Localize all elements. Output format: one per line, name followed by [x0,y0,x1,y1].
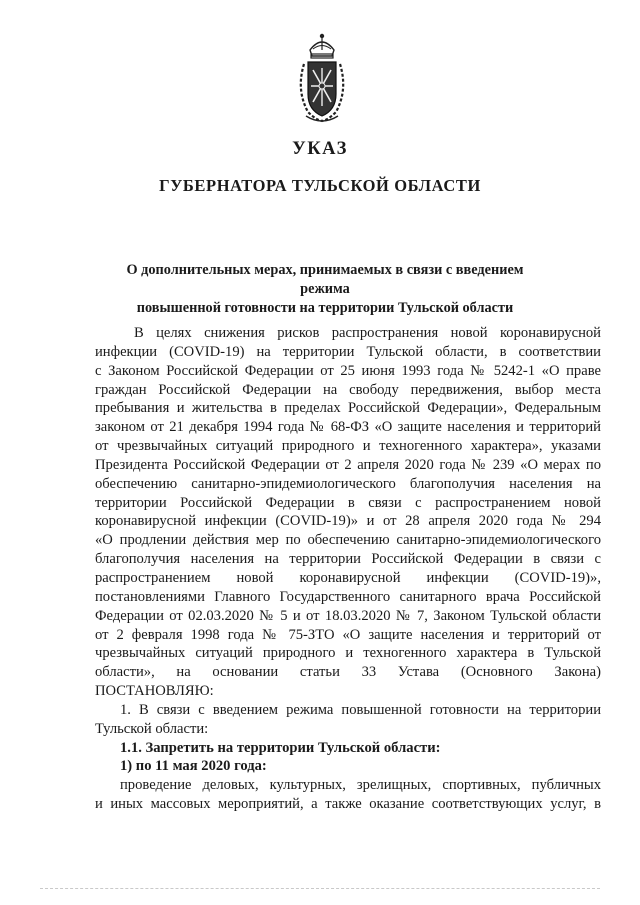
body-line: обеспечению санитарно-эпидемиологического благополучия населения на [95,475,601,492]
body-line: и иных массовых мероприятий, а также оказание соответствующих услуг, в [95,796,601,813]
body-line: коронавирусной инфекции (COVID-19)» и от 28 апреля 2020 года № 294 [95,513,601,530]
subclause-1-heading: 1) по 11 мая 2020 года: [120,758,267,775]
document-body [95,324,601,814]
document-title: УКАЗ [292,139,348,159]
coat-of-arms-icon [294,30,350,126]
body-line: «О продлении действия мер по обеспечению санитарно-эпидемиологического [95,532,601,549]
subject-line: повышенной готовности на территории Тульской области [136,300,514,316]
clause-1: 1. В связи с введением режима повышенной готовности на территории [120,701,601,718]
document-subject [100,261,550,318]
body-line: граждан Российской Федерации на свободу передвижения, выбор места [95,381,601,398]
body-line: В целях снижения рисков распространения новой коронавирусной [134,325,601,341]
body-line: инфекции (COVID-19) на территории Тульской области, в соответствии [95,343,601,360]
body-line: с Законом Российской Федерации от 25 июня 1993 года № 5242-1 «О праве [95,362,601,379]
body-line: Тульской области: [95,720,209,737]
body-line: Президента Российской Федерации от 2 апреля 2020 года № 239 «О мерах по [95,456,601,473]
subject-line: О дополнительных мерах, принимаемых в связи с введением режима [126,262,524,297]
body-line: от 2 февраля 1998 года № 75-ЗТО «О защите населения и территорий от [95,626,601,643]
body-line: области», на основании статьи 33 Устава (Основного Закона) [95,664,601,681]
clause-1-1-heading: 1.1. Запретить на территории Тульской области: [120,739,441,756]
resolution-word: ПОСТАНОВЛЯЮ: [95,683,214,700]
body-line: постановлениями Главного Государственного санитарного врача Российской [95,588,601,605]
body-line: Федерации от 02.03.2020 № 5 и от 18.03.2020 № 7, Законом Тульской области [95,607,601,624]
body-line: чрезвычайных ситуаций природного и техногенного характера в Тульской [95,645,601,662]
body-line: проведение деловых, культурных, зрелищных, спортивных, публичных [120,777,601,794]
document-issuer: ГУБЕРНАТОРА ТУЛЬСКОЙ ОБЛАСТИ [159,176,481,195]
body-line: территории Российской Федерации в связи с распространением новой [95,494,601,511]
body-line: распространением новой коронавирусной инфекции (COVID-19)», [95,569,601,586]
body-line: от чрезвычайных ситуаций природного и техногенного характера», указами [95,438,601,455]
body-line: благополучия населения на территории Российской Федерации в связи с [95,551,601,568]
scan-edge-divider [40,888,600,892]
body-line: законом от 21 декабря 1994 года № 68-ФЗ «О защите населения и территорий [95,419,601,436]
body-line: пребывания и жительства в пределах Российской Федерации», Федеральным [95,400,601,417]
